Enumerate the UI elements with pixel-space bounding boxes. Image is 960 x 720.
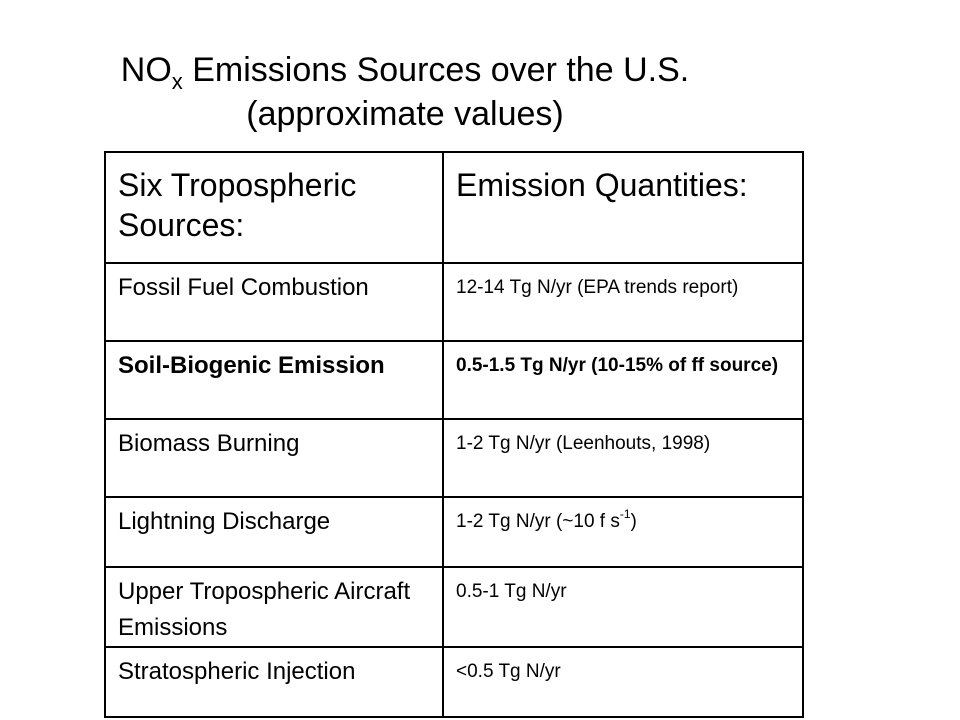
source-cell: Fossil Fuel Combustion	[105, 263, 443, 341]
source-cell: Lightning Discharge	[105, 497, 443, 567]
quantity-cell: 1-2 Tg N/yr (Leenhouts, 1998)	[443, 419, 803, 497]
title-rest: Emissions Sources over the U.S.	[182, 51, 690, 89]
quantity-cell: <0.5 Tg N/yr	[443, 647, 803, 717]
title-no: NO	[120, 51, 172, 89]
table-row	[105, 341, 803, 419]
quantity-cell: 0.5-1 Tg N/yr	[443, 567, 803, 647]
slide-title	[0, 48, 810, 136]
table-row	[105, 263, 803, 341]
title-subscript-x: x	[171, 69, 183, 94]
table-row	[105, 647, 803, 717]
table-header-row	[105, 152, 803, 263]
source-cell: Stratospheric Injection	[105, 647, 443, 717]
source-cell: Soil-Biogenic Emission	[105, 341, 443, 419]
quantity-text: 1-2 Tg N/yr (~10 f s	[456, 511, 620, 532]
quantity-text-end: )	[630, 511, 637, 532]
quantity-cell: 12-14 Tg N/yr (EPA trends report)	[443, 263, 803, 341]
emissions-table	[104, 151, 804, 718]
table-row	[105, 567, 803, 647]
title-line-1	[0, 48, 810, 92]
source-cell: Upper Tropospheric Aircraft Emissions	[105, 567, 443, 647]
quantity-superscript: -1	[619, 507, 631, 521]
title-line-2: (approximate values)	[246, 95, 564, 133]
source-cell: Biomass Burning	[105, 419, 443, 497]
table-row	[105, 497, 803, 567]
quantity-cell: 0.5-1.5 Tg N/yr (10-15% of ff source)	[443, 341, 803, 419]
table-row	[105, 419, 803, 497]
header-quantities: Emission Quantities:	[443, 152, 803, 263]
quantity-cell	[443, 497, 803, 567]
header-sources: Six Tropospheric Sources:	[105, 152, 443, 263]
